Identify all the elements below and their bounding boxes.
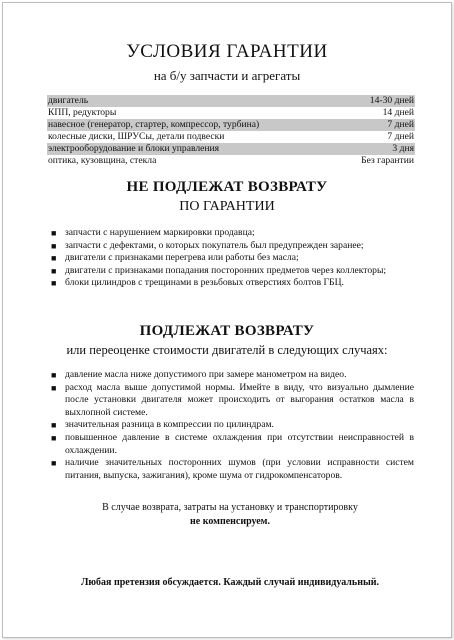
bullet-icon: ■ — [51, 458, 57, 469]
note-bold: не компенсируем. — [190, 516, 270, 527]
warranty-item: двигатель — [47, 95, 340, 107]
bullet-icon: ■ — [51, 278, 57, 289]
warranty-period: Без гарантии — [361, 155, 414, 166]
table-row — [47, 95, 415, 107]
bullet-icon: ■ — [51, 420, 57, 431]
table-row — [47, 155, 415, 167]
table-row — [47, 143, 415, 155]
warranty-item: оптика, кузовщина, стекла — [48, 155, 157, 166]
footer-note: Любая претензия обсуждается. Каждый случай индивидуальный. — [80, 577, 380, 588]
warranty-period: 14-30 дней — [340, 95, 415, 107]
warranty-item: навесное (генератор, стартер, компрессор, турбина) — [47, 119, 340, 131]
list-item: ■ повышенное давление в системе охлаждения при отсутствии неисправностей в охлаждении. — [51, 431, 414, 456]
returnable-subheading: или переоценке стоимости двигателй в следующих случаях: — [66, 343, 388, 357]
bullet-icon: ■ — [51, 265, 57, 276]
list-item: ■ расход масла выше допустимой нормы. Имейте в виду, что визуально дымление после установки двигателя может происходить от выгорания остатков масла в выхлопной системе. — [51, 381, 414, 418]
document-page — [2, 2, 452, 638]
warranty-item: колесные диски, ШРУСы, детали подвески — [48, 131, 225, 142]
warranty-period: 14 дней — [382, 107, 414, 118]
bullet-icon: ■ — [51, 240, 57, 251]
warranty-period: 3 дня — [340, 143, 415, 155]
list-item: ■ запчасти с дефектами, о которых покупатель был предупрежден заранее; — [51, 239, 364, 251]
not-returnable-subheading: ПО ГАРАНТИИ — [179, 199, 275, 214]
warranty-period: 7 дней — [387, 131, 414, 142]
warranty-item: КПП, редукторы — [48, 107, 117, 118]
warranty-table — [47, 95, 415, 167]
returnable-heading: ПОДЛЕЖАТ ВОЗВРАТУ — [139, 323, 315, 339]
table-row — [47, 131, 415, 143]
list-item: ■ запчасти с нарушением маркировки продавца; — [51, 227, 255, 238]
compensation-note — [43, 501, 417, 529]
bullet-icon: ■ — [51, 370, 57, 380]
not-returnable-heading: НЕ ПОДЛЕЖАТ ВОЗВРАТУ — [126, 179, 328, 195]
bullet-icon: ■ — [51, 228, 57, 238]
warranty-period: 7 дней — [340, 119, 415, 131]
bullet-icon: ■ — [51, 253, 57, 264]
table-row — [47, 119, 415, 131]
note-text: В случае возврата, затраты на установку и транспортировку — [102, 502, 358, 513]
list-item: ■ давление масла ниже допустимого при замере манометром на видео. — [51, 369, 347, 380]
bullet-icon: ■ — [51, 382, 57, 393]
bullet-icon: ■ — [51, 432, 57, 443]
list-item: ■ двигатели с признаками перегрева или работы без масла; — [51, 252, 299, 264]
list-item: ■ значительная разница в компрессии по цилиндрам. — [51, 419, 274, 431]
list-item: ■ блоки цилиндров с трещинами в резьбовых отверстиях болтов ГБЦ. — [51, 277, 344, 289]
table-row — [47, 107, 415, 119]
not-returnable-list — [49, 227, 414, 290]
page-title: УСЛОВИЯ ГАРАНТИИ — [126, 41, 328, 62]
returnable-list — [49, 369, 414, 482]
list-item: ■ двигатели с признаками попадания посторонних предметов через коллекторы; — [51, 264, 387, 276]
page-subtitle: на б/у запчасти и агрегаты — [153, 68, 301, 83]
warranty-item: электрооборудование и блоки управления — [47, 143, 340, 155]
list-item: ■ наличие значительных посторонних шумов (при условии исправности систем питания, выпуска, зажигания), кроме шума от гидрокомпенсаторов. — [51, 457, 414, 481]
